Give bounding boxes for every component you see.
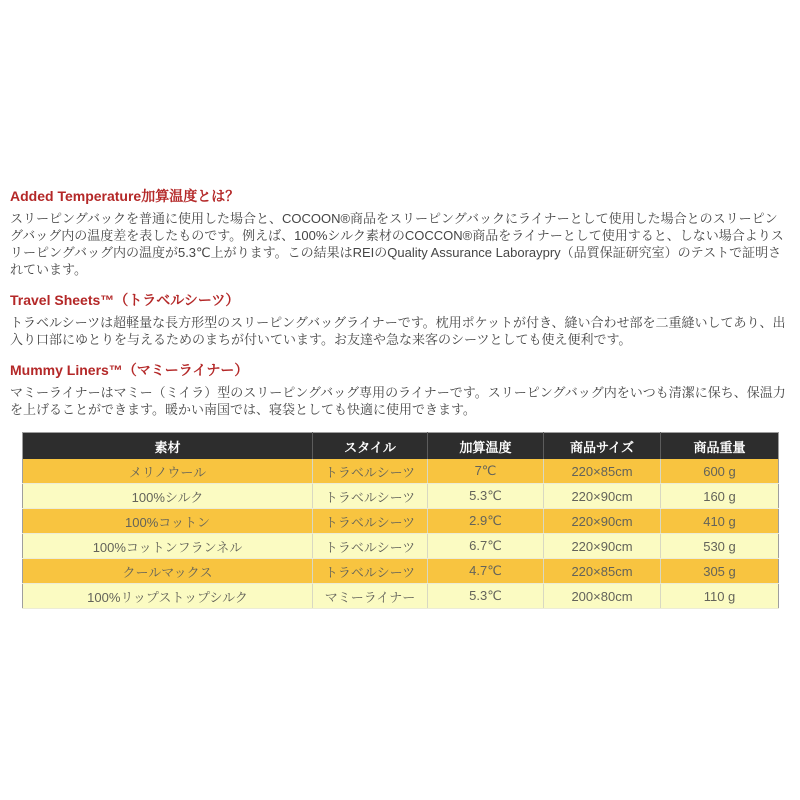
table-row <box>23 459 779 484</box>
table-row <box>23 559 779 584</box>
product-spec-table <box>22 432 779 609</box>
table-row <box>23 534 779 559</box>
cell-added-temp: 2.9℃ <box>428 509 544 534</box>
travel-sheets-body: トラベルシーツは超軽量な長方形型のスリーピングバッグライナーです。枕用ポケットが付き、縫い合わせ部を二重縫いしてあり、出入り口部にゆとりを与えるためのまちが付いています。お友達や急な来客のシーツとしても使え便利です。 <box>10 315 786 347</box>
cell-material: 100%リップストップシルク <box>23 584 313 609</box>
travel-sheets-heading: Travel Sheets™（トラベルシーツ） <box>10 292 240 308</box>
cell-added-temp: 6.7℃ <box>428 534 544 559</box>
cell-weight: 410 g <box>661 509 779 534</box>
added-temperature-heading: Added Temperature加算温度とは？ <box>10 188 240 204</box>
cell-style: トラベルシーツ <box>313 559 428 584</box>
cell-added-temp: 5.3℃ <box>428 484 544 509</box>
cell-size: 220×90cm <box>544 534 661 559</box>
table-row <box>23 509 779 534</box>
cell-material: 100%シルク <box>23 484 313 509</box>
cell-added-temp: 4.7℃ <box>428 559 544 584</box>
header-material: 素材 <box>23 433 313 460</box>
cell-weight: 530 g <box>661 534 779 559</box>
cell-material: 100%コットンフランネル <box>23 534 313 559</box>
table-row <box>23 484 779 509</box>
mummy-liners-body: マミーライナーはマミー（ミイラ）型のスリーピングバッグ専用のライナーです。スリーピングバッグ内をいつも清潔に保ち、保温力を上げることができます。暖かい南国では、寝袋としても快適に使用できます。 <box>10 385 786 417</box>
table-header-row <box>23 433 779 460</box>
cell-weight: 160 g <box>661 484 779 509</box>
cell-weight: 305 g <box>661 559 779 584</box>
added-temperature-body: スリーピングバックを普通に使用した場合と、COCOON®商品をスリーピングバックにライナーとして使用した場合とのスリーピングバッグ内の温度差を表したものです。例えば、100%シルク素材のCOCCON®商品をライナーとして使用すると、しない場合よりスリーピングバッグ内の温度が5.3℃上がります。この結果はREIのQuality Assurance Laboraypry（品質保証研究室）のテストで証明されています。 <box>10 211 784 277</box>
cell-size: 220×85cm <box>544 559 661 584</box>
cell-size: 220×90cm <box>544 484 661 509</box>
cell-added-temp: 7℃ <box>428 459 544 484</box>
cell-weight: 110 g <box>661 584 779 609</box>
mummy-liners-heading: Mummy Liners™（マミーライナー） <box>10 362 249 378</box>
cell-material: メリノウール <box>23 459 313 484</box>
cell-style: マミーライナー <box>313 584 428 609</box>
header-added-temp: 加算温度 <box>428 433 544 460</box>
header-style: スタイル <box>313 433 428 460</box>
cell-style: トラベルシーツ <box>313 459 428 484</box>
cell-material: 100%コットン <box>23 509 313 534</box>
cell-style: トラベルシーツ <box>313 509 428 534</box>
header-size: 商品サイズ <box>544 433 661 460</box>
cell-size: 200×80cm <box>544 584 661 609</box>
cell-weight: 600 g <box>661 459 779 484</box>
table-row <box>23 584 779 609</box>
cell-style: トラベルシーツ <box>313 534 428 559</box>
header-weight: 商品重量 <box>661 433 779 460</box>
cell-style: トラベルシーツ <box>313 484 428 509</box>
cell-size: 220×85cm <box>544 459 661 484</box>
cell-added-temp: 5.3℃ <box>428 584 544 609</box>
cell-size: 220×90cm <box>544 509 661 534</box>
cell-material: クールマックス <box>23 559 313 584</box>
